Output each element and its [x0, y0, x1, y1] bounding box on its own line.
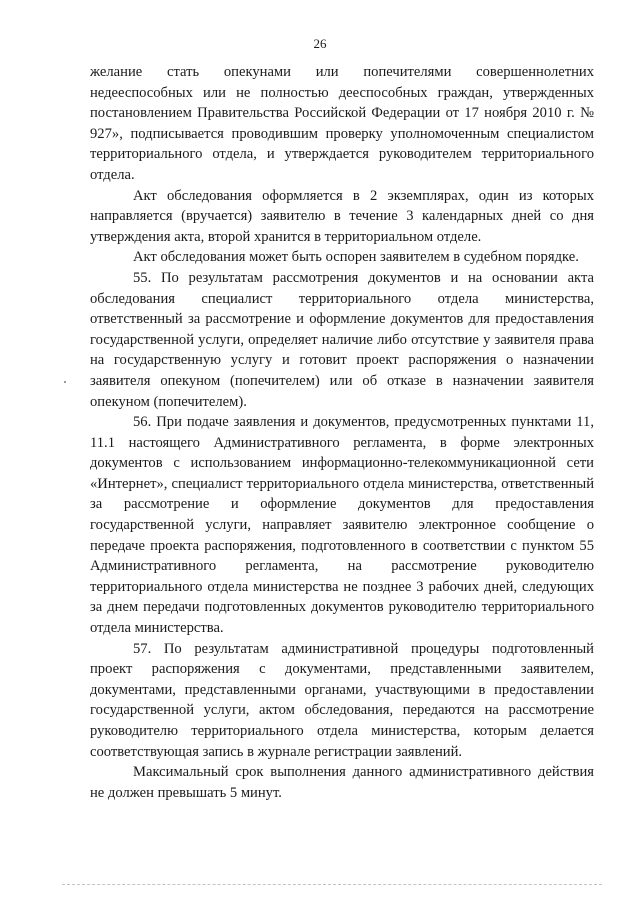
paragraph-clause-55: 55. По результатам рассмотрения документов и на основании акта обследования специалист территориального отдела министерства, ответственный за рассмотрение и оформление документов для предоставления государственной услуги, определяет наличие либо отсутствие у заявителя права на государственную услугу и готовит проект распоряжения о назначении заявителя опекуном (попечителем) или об отказе в назначении заявителя опекуном (попечителем). [90, 269, 594, 410]
paragraph-continuation: желание стать опекунами или попечителями совершеннолетних недееспособных или не полностью дееспособных граждан, утвержденных постановлением Правительства Российской Федерации от 17 ноября 2010 г. № 927», подписывается проводившим проверку уполномоченным специалистом территориального отдела, и утверждается руководителем территориального отдела. [90, 64, 594, 183]
paragraph-act-appeal: Акт обследования может быть оспорен заявителем в судебном порядке. [133, 249, 579, 266]
scan-speck [64, 381, 66, 383]
paragraph-max-time: Максимальный срок выполнения данного административного действия не должен превышать 5 минут. [90, 764, 594, 801]
paragraph-clause-57: 57. По результатам административной процедуры подготовленный проект распоряжения с документами, представленными заявителем, документами, представленными органами, участвующими в предоставлении государственной услуги, актом обследования, передаются на рассмотрение руководителю территориального отдела министерства, которым делается соответствующая запись в журнале регистрации заявлений. [90, 640, 594, 760]
document-body [90, 62, 594, 803]
paragraph-act-copies: Акт обследования оформляется в 2 экземплярах, один из которых направляется (вручается) заявителю в течение 3 календарных дней со дня утверждения акта, второй хранится в территориальном отделе. [90, 187, 594, 245]
paragraph-clause-56: 56. При подаче заявления и документов, предусмотренных пунктами 11, 11.1 настоящего Административного регламента, в форме электронных документов с использованием информационно-телекоммуникационной сети «Интернет», специалист территориального отдела министерства, ответственный за рассмотрение и оформление документов для предоставления государственной услуги, направляет заявителю электронное сообщение о передаче проекта распоряжения, подготовленного в соответствии с пунктом 55 Административного регламента, на рассмотрение руководителю территориального отдела министерства не позднее 3 рабочих дней, следующих за днем передачи подготовленных документов руководителю территориального отдела министерства. [90, 414, 594, 637]
scan-footer-line [62, 884, 602, 885]
page-number: 26 [313, 36, 327, 51]
